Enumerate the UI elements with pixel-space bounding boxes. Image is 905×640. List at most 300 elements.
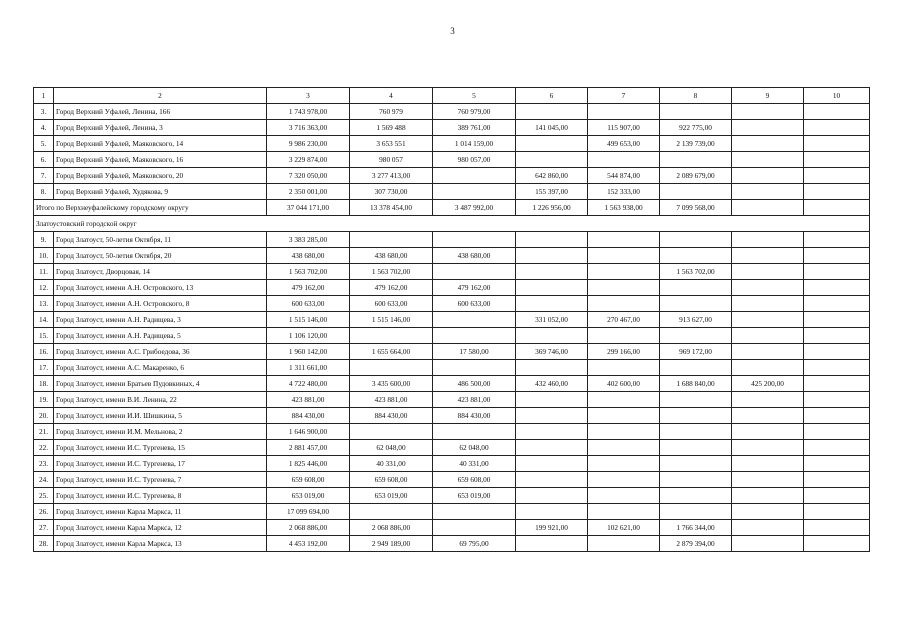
amount-cell: 141 045,00 bbox=[516, 120, 588, 136]
amount-cell bbox=[732, 120, 804, 136]
row-number-cell: 5. bbox=[34, 136, 54, 152]
amount-cell: 600 633,00 bbox=[267, 296, 350, 312]
amount-cell: 659 608,00 bbox=[350, 472, 433, 488]
amount-cell bbox=[804, 488, 870, 504]
address-cell: Город Златоуст, имени Карла Маркса, 13 bbox=[54, 536, 267, 552]
amount-cell: 884 430,00 bbox=[433, 408, 516, 424]
table-row bbox=[34, 520, 870, 536]
amount-cell bbox=[804, 312, 870, 328]
address-cell: Город Златоуст, имени И.С. Тургенева, 15 bbox=[54, 440, 267, 456]
column-number-cell: 5 bbox=[433, 88, 516, 104]
amount-cell bbox=[516, 472, 588, 488]
total-value-cell: 1 226 956,00 bbox=[516, 200, 588, 216]
row-number-cell: 11. bbox=[34, 264, 54, 280]
amount-cell bbox=[732, 168, 804, 184]
amount-cell bbox=[732, 248, 804, 264]
amount-cell bbox=[660, 360, 732, 376]
housing-repair-table bbox=[33, 87, 870, 552]
column-number-cell: 4 bbox=[350, 88, 433, 104]
amount-cell: 115 907,00 bbox=[588, 120, 660, 136]
amount-cell: 3 229 874,00 bbox=[267, 152, 350, 168]
amount-cell bbox=[660, 440, 732, 456]
amount-cell bbox=[732, 104, 804, 120]
amount-cell bbox=[588, 424, 660, 440]
row-number-cell: 9. bbox=[34, 232, 54, 248]
amount-cell bbox=[732, 328, 804, 344]
table-row bbox=[34, 424, 870, 440]
amount-cell bbox=[660, 280, 732, 296]
amount-cell bbox=[804, 248, 870, 264]
amount-cell bbox=[804, 120, 870, 136]
table-row bbox=[34, 504, 870, 520]
row-number-cell: 24. bbox=[34, 472, 54, 488]
amount-cell bbox=[433, 424, 516, 440]
total-value-cell: 3 487 992,00 bbox=[433, 200, 516, 216]
amount-cell: 479 162,00 bbox=[350, 280, 433, 296]
amount-cell bbox=[804, 392, 870, 408]
table-row bbox=[34, 104, 870, 120]
amount-cell: 438 680,00 bbox=[267, 248, 350, 264]
amount-cell bbox=[804, 360, 870, 376]
amount-cell bbox=[804, 424, 870, 440]
amount-cell bbox=[732, 456, 804, 472]
amount-cell bbox=[588, 536, 660, 552]
amount-cell: 1 106 120,00 bbox=[267, 328, 350, 344]
amount-cell bbox=[804, 408, 870, 424]
column-number-cell: 10 bbox=[804, 88, 870, 104]
amount-cell bbox=[516, 136, 588, 152]
address-cell: Город Златоуст, 50-летия Октября, 20 bbox=[54, 248, 267, 264]
table-row bbox=[34, 440, 870, 456]
amount-cell: 479 162,00 bbox=[433, 280, 516, 296]
address-cell: Город Златоуст, имени И.М. Мельнова, 2 bbox=[54, 424, 267, 440]
address-cell: Город Верхний Уфалей, Маяковского, 20 bbox=[54, 168, 267, 184]
total-value-cell: 7 099 568,00 bbox=[660, 200, 732, 216]
amount-cell: 1 515 146,00 bbox=[267, 312, 350, 328]
amount-cell bbox=[516, 456, 588, 472]
amount-cell bbox=[350, 232, 433, 248]
amount-cell: 479 162,00 bbox=[267, 280, 350, 296]
amount-cell bbox=[516, 152, 588, 168]
row-number-cell: 18. bbox=[34, 376, 54, 392]
table-row bbox=[34, 232, 870, 248]
table-row bbox=[34, 264, 870, 280]
amount-cell bbox=[660, 248, 732, 264]
amount-cell bbox=[732, 504, 804, 520]
amount-cell: 423 881,00 bbox=[350, 392, 433, 408]
amount-cell bbox=[516, 488, 588, 504]
amount-cell bbox=[732, 440, 804, 456]
amount-cell bbox=[516, 392, 588, 408]
amount-cell bbox=[660, 392, 732, 408]
amount-cell: 102 621,00 bbox=[588, 520, 660, 536]
amount-cell bbox=[516, 248, 588, 264]
amount-cell bbox=[660, 328, 732, 344]
amount-cell: 2 089 679,00 bbox=[660, 168, 732, 184]
row-number-cell: 6. bbox=[34, 152, 54, 168]
amount-cell: 389 761,00 bbox=[433, 120, 516, 136]
row-number-cell: 14. bbox=[34, 312, 54, 328]
row-number-cell: 4. bbox=[34, 120, 54, 136]
amount-cell: 432 460,00 bbox=[516, 376, 588, 392]
total-value-cell: 1 563 938,00 bbox=[588, 200, 660, 216]
amount-cell: 653 019,00 bbox=[433, 488, 516, 504]
amount-cell bbox=[516, 504, 588, 520]
row-number-cell: 28. bbox=[34, 536, 54, 552]
amount-cell: 299 166,00 bbox=[588, 344, 660, 360]
amount-cell bbox=[804, 104, 870, 120]
amount-cell: 3 716 363,00 bbox=[267, 120, 350, 136]
amount-cell bbox=[588, 232, 660, 248]
amount-cell bbox=[350, 360, 433, 376]
table-row bbox=[34, 120, 870, 136]
row-number-cell: 15. bbox=[34, 328, 54, 344]
amount-cell: 270 467,00 bbox=[588, 312, 660, 328]
address-cell: Город Златоуст, имени И.С. Тургенева, 8 bbox=[54, 488, 267, 504]
amount-cell bbox=[804, 264, 870, 280]
amount-cell bbox=[516, 264, 588, 280]
amount-cell bbox=[433, 168, 516, 184]
amount-cell bbox=[433, 520, 516, 536]
amount-cell: 642 860,00 bbox=[516, 168, 588, 184]
column-number-cell: 2 bbox=[54, 88, 267, 104]
table-row bbox=[34, 360, 870, 376]
column-number-cell: 7 bbox=[588, 88, 660, 104]
amount-cell: 62 048,00 bbox=[433, 440, 516, 456]
address-cell: Город Верхний Уфалей, Ленина, 166 bbox=[54, 104, 267, 120]
amount-cell bbox=[804, 536, 870, 552]
amount-cell bbox=[588, 328, 660, 344]
amount-cell: 913 627,00 bbox=[660, 312, 732, 328]
amount-cell: 980 057,00 bbox=[433, 152, 516, 168]
amount-cell: 40 331,00 bbox=[350, 456, 433, 472]
total-label: Итого по Верхнеуфалейскому городскому округу bbox=[34, 200, 267, 216]
amount-cell: 69 795,00 bbox=[433, 536, 516, 552]
amount-cell bbox=[516, 328, 588, 344]
amount-cell bbox=[516, 440, 588, 456]
amount-cell bbox=[732, 392, 804, 408]
amount-cell bbox=[588, 360, 660, 376]
total-value-cell bbox=[804, 200, 870, 216]
amount-cell: 1 743 978,00 bbox=[267, 104, 350, 120]
amount-cell: 980 057 bbox=[350, 152, 433, 168]
amount-cell: 62 048,00 bbox=[350, 440, 433, 456]
amount-cell: 544 874,00 bbox=[588, 168, 660, 184]
amount-cell: 425 200,00 bbox=[732, 376, 804, 392]
amount-cell: 653 019,00 bbox=[350, 488, 433, 504]
amount-cell bbox=[588, 472, 660, 488]
amount-cell bbox=[732, 280, 804, 296]
amount-cell bbox=[660, 408, 732, 424]
address-cell: Город Златоуст, Дворцовая, 14 bbox=[54, 264, 267, 280]
address-cell: Город Златоуст, имени Карла Маркса, 12 bbox=[54, 520, 267, 536]
amount-cell bbox=[588, 392, 660, 408]
amount-cell: 2 949 189,00 bbox=[350, 536, 433, 552]
amount-cell bbox=[350, 424, 433, 440]
amount-cell: 2 068 886,00 bbox=[267, 520, 350, 536]
amount-cell bbox=[588, 504, 660, 520]
row-number-cell: 20. bbox=[34, 408, 54, 424]
amount-cell: 1 688 840,00 bbox=[660, 376, 732, 392]
total-row bbox=[34, 200, 870, 216]
total-value-cell: 13 378 454,00 bbox=[350, 200, 433, 216]
address-cell: Город Верхний Уфалей, Маяковского, 16 bbox=[54, 152, 267, 168]
amount-cell bbox=[660, 456, 732, 472]
table-row bbox=[34, 344, 870, 360]
address-cell: Город Златоуст, имени А.С. Макаренко, 6 bbox=[54, 360, 267, 376]
table-row bbox=[34, 328, 870, 344]
amount-cell bbox=[804, 168, 870, 184]
amount-cell bbox=[588, 264, 660, 280]
table-row bbox=[34, 376, 870, 392]
amount-cell bbox=[732, 136, 804, 152]
amount-cell: 438 680,00 bbox=[433, 248, 516, 264]
amount-cell bbox=[732, 232, 804, 248]
row-number-cell: 13. bbox=[34, 296, 54, 312]
amount-cell: 4 453 192,00 bbox=[267, 536, 350, 552]
amount-cell bbox=[588, 248, 660, 264]
amount-cell: 1 766 344,00 bbox=[660, 520, 732, 536]
amount-cell bbox=[660, 232, 732, 248]
address-cell: Город Златоуст, имени А.Н. Островского, 13 bbox=[54, 280, 267, 296]
amount-cell bbox=[732, 184, 804, 200]
amount-cell: 2 879 394,00 bbox=[660, 536, 732, 552]
amount-cell: 3 277 413,00 bbox=[350, 168, 433, 184]
table-row bbox=[34, 456, 870, 472]
row-number-cell: 23. bbox=[34, 456, 54, 472]
amount-cell: 1 563 702,00 bbox=[660, 264, 732, 280]
amount-cell: 2 350 001,00 bbox=[267, 184, 350, 200]
amount-cell: 499 653,00 bbox=[588, 136, 660, 152]
amount-cell: 600 633,00 bbox=[433, 296, 516, 312]
page-number: 3 bbox=[450, 26, 455, 36]
amount-cell: 1 563 702,00 bbox=[350, 264, 433, 280]
table-row bbox=[34, 472, 870, 488]
amount-cell: 17 580,00 bbox=[433, 344, 516, 360]
amount-cell bbox=[804, 184, 870, 200]
amount-cell bbox=[732, 264, 804, 280]
amount-cell: 152 333,00 bbox=[588, 184, 660, 200]
amount-cell: 1 569 488 bbox=[350, 120, 433, 136]
amount-cell: 659 608,00 bbox=[433, 472, 516, 488]
amount-cell: 3 435 600,00 bbox=[350, 376, 433, 392]
table-row bbox=[34, 184, 870, 200]
amount-cell: 402 600,00 bbox=[588, 376, 660, 392]
row-number-cell: 19. bbox=[34, 392, 54, 408]
amount-cell bbox=[433, 184, 516, 200]
address-cell: Город Златоуст, имени А.Н. Островского, 8 bbox=[54, 296, 267, 312]
table-row bbox=[34, 536, 870, 552]
table-row bbox=[34, 312, 870, 328]
amount-cell bbox=[804, 504, 870, 520]
amount-cell: 3 653 551 bbox=[350, 136, 433, 152]
amount-cell bbox=[732, 424, 804, 440]
amount-cell bbox=[804, 376, 870, 392]
row-number-cell: 17. bbox=[34, 360, 54, 376]
amount-cell bbox=[732, 360, 804, 376]
amount-cell: 331 052,00 bbox=[516, 312, 588, 328]
amount-cell bbox=[660, 488, 732, 504]
amount-cell bbox=[516, 104, 588, 120]
row-number-cell: 7. bbox=[34, 168, 54, 184]
row-number-cell: 10. bbox=[34, 248, 54, 264]
amount-cell: 969 172,00 bbox=[660, 344, 732, 360]
amount-cell bbox=[732, 520, 804, 536]
table-row bbox=[34, 488, 870, 504]
amount-cell: 17 099 694,00 bbox=[267, 504, 350, 520]
amount-cell: 199 921,00 bbox=[516, 520, 588, 536]
section-heading: Златоустовский городской округ bbox=[34, 216, 870, 232]
amount-cell bbox=[804, 440, 870, 456]
amount-cell bbox=[732, 472, 804, 488]
address-cell: Город Златоуст, имени А.Н. Радищева, 3 bbox=[54, 312, 267, 328]
amount-cell bbox=[588, 408, 660, 424]
amount-cell bbox=[732, 536, 804, 552]
amount-cell bbox=[804, 136, 870, 152]
amount-cell bbox=[804, 344, 870, 360]
amount-cell bbox=[588, 488, 660, 504]
row-number-cell: 3. bbox=[34, 104, 54, 120]
row-number-cell: 12. bbox=[34, 280, 54, 296]
amount-cell: 600 633,00 bbox=[350, 296, 433, 312]
amount-cell: 884 430,00 bbox=[267, 408, 350, 424]
amount-cell: 307 730,00 bbox=[350, 184, 433, 200]
amount-cell bbox=[804, 232, 870, 248]
row-number-cell: 25. bbox=[34, 488, 54, 504]
table-row bbox=[34, 136, 870, 152]
amount-cell bbox=[804, 296, 870, 312]
amount-cell: 7 320 050,00 bbox=[267, 168, 350, 184]
amount-cell: 486 500,00 bbox=[433, 376, 516, 392]
amount-cell bbox=[516, 424, 588, 440]
row-number-cell: 22. bbox=[34, 440, 54, 456]
address-cell: Город Златоуст, имени В.И. Ленина, 22 bbox=[54, 392, 267, 408]
amount-cell: 423 881,00 bbox=[433, 392, 516, 408]
row-number-cell: 27. bbox=[34, 520, 54, 536]
amount-cell: 1 563 702,00 bbox=[267, 264, 350, 280]
amount-cell bbox=[732, 312, 804, 328]
amount-cell: 1 515 146,00 bbox=[350, 312, 433, 328]
amount-cell bbox=[433, 328, 516, 344]
amount-cell bbox=[516, 232, 588, 248]
table-row bbox=[34, 168, 870, 184]
row-number-cell: 26. bbox=[34, 504, 54, 520]
amount-cell: 922 775,00 bbox=[660, 120, 732, 136]
amount-cell bbox=[732, 408, 804, 424]
amount-cell bbox=[732, 296, 804, 312]
amount-cell bbox=[588, 280, 660, 296]
total-value-cell bbox=[732, 200, 804, 216]
amount-cell: 40 331,00 bbox=[433, 456, 516, 472]
table-row bbox=[34, 152, 870, 168]
column-number-cell: 3 bbox=[267, 88, 350, 104]
table-row bbox=[34, 248, 870, 264]
amount-cell: 1 646 900,00 bbox=[267, 424, 350, 440]
amount-cell bbox=[350, 328, 433, 344]
amount-cell: 155 397,00 bbox=[516, 184, 588, 200]
amount-cell bbox=[516, 280, 588, 296]
table-row bbox=[34, 280, 870, 296]
amount-cell bbox=[804, 472, 870, 488]
amount-cell: 884 430,00 bbox=[350, 408, 433, 424]
amount-cell: 438 680,00 bbox=[350, 248, 433, 264]
amount-cell: 9 986 230,00 bbox=[267, 136, 350, 152]
address-cell: Город Златоуст, имени А.С. Грибоедова, 36 bbox=[54, 344, 267, 360]
amount-cell: 2 068 886,00 bbox=[350, 520, 433, 536]
amount-cell bbox=[588, 104, 660, 120]
amount-cell: 760 979 bbox=[350, 104, 433, 120]
amount-cell bbox=[804, 328, 870, 344]
amount-cell bbox=[660, 104, 732, 120]
amount-cell: 369 746,00 bbox=[516, 344, 588, 360]
amount-cell bbox=[588, 456, 660, 472]
address-cell: Город Златоуст, имени Карла Маркса, 11 bbox=[54, 504, 267, 520]
address-cell: Город Златоуст, имени И.С. Тургенева, 7 bbox=[54, 472, 267, 488]
amount-cell: 2 881 457,00 bbox=[267, 440, 350, 456]
amount-cell bbox=[804, 152, 870, 168]
amount-cell bbox=[433, 232, 516, 248]
amount-cell bbox=[516, 408, 588, 424]
amount-cell bbox=[660, 504, 732, 520]
amount-cell bbox=[732, 344, 804, 360]
address-cell: Город Златоуст, 50-летия Октября, 11 bbox=[54, 232, 267, 248]
address-cell: Город Златоуст, имени И.И. Шишкина, 5 bbox=[54, 408, 267, 424]
amount-cell: 659 608,00 bbox=[267, 472, 350, 488]
amount-cell: 2 139 739,00 bbox=[660, 136, 732, 152]
amount-cell: 423 881,00 bbox=[267, 392, 350, 408]
table-row bbox=[34, 392, 870, 408]
amount-cell bbox=[516, 536, 588, 552]
amount-cell bbox=[588, 296, 660, 312]
amount-cell: 1 311 661,00 bbox=[267, 360, 350, 376]
amount-cell bbox=[516, 296, 588, 312]
column-number-cell: 1 bbox=[34, 88, 54, 104]
address-cell: Город Верхний Уфалей, Маяковского, 14 bbox=[54, 136, 267, 152]
amount-cell bbox=[433, 504, 516, 520]
amount-cell bbox=[350, 504, 433, 520]
address-cell: Город Верхний Уфалей, Ленина, 3 bbox=[54, 120, 267, 136]
amount-cell bbox=[732, 152, 804, 168]
row-number-cell: 8. bbox=[34, 184, 54, 200]
row-number-cell: 16. bbox=[34, 344, 54, 360]
amount-cell: 1 014 159,00 bbox=[433, 136, 516, 152]
amount-cell bbox=[660, 296, 732, 312]
address-cell: Город Златоуст, имени А.Н. Радищева, 5 bbox=[54, 328, 267, 344]
table-row bbox=[34, 296, 870, 312]
column-number-cell: 9 bbox=[732, 88, 804, 104]
amount-cell: 4 722 480,00 bbox=[267, 376, 350, 392]
address-cell: Город Златоуст, имени И.С. Тургенева, 17 bbox=[54, 456, 267, 472]
amount-cell: 1 825 446,00 bbox=[267, 456, 350, 472]
amount-cell: 1 960 142,00 bbox=[267, 344, 350, 360]
table-row bbox=[34, 408, 870, 424]
column-number-cell: 6 bbox=[516, 88, 588, 104]
amount-cell bbox=[433, 360, 516, 376]
address-cell: Город Златоуст, имени Братьев Пудовкиных, 4 bbox=[54, 376, 267, 392]
amount-cell bbox=[433, 264, 516, 280]
amount-cell: 760 979,00 bbox=[433, 104, 516, 120]
amount-cell bbox=[588, 440, 660, 456]
amount-cell: 3 383 285,00 bbox=[267, 232, 350, 248]
column-number-cell: 8 bbox=[660, 88, 732, 104]
amount-cell bbox=[660, 472, 732, 488]
amount-cell bbox=[804, 280, 870, 296]
amount-cell bbox=[660, 424, 732, 440]
column-number-row bbox=[34, 88, 870, 104]
row-number-cell: 21. bbox=[34, 424, 54, 440]
address-cell: Город Верхний Уфалей, Худякова, 9 bbox=[54, 184, 267, 200]
amount-cell bbox=[732, 488, 804, 504]
